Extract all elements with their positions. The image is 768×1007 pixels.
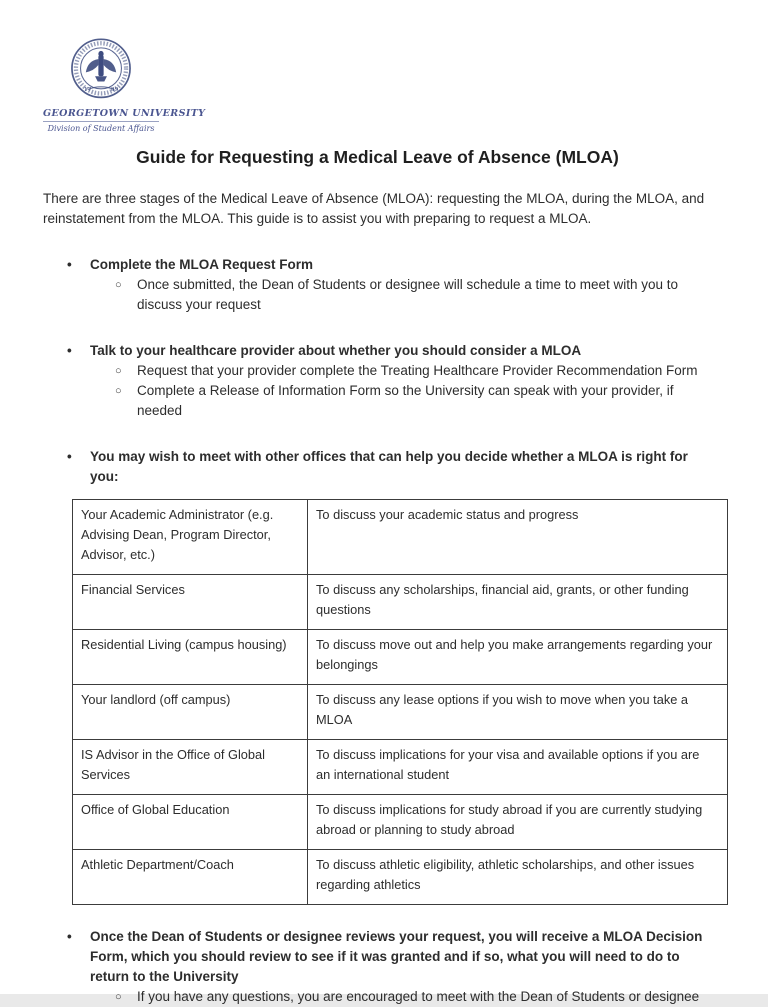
university-wordmark: GEORGETOWN UNIVERSITY [43,108,206,119]
intro-paragraph: There are three stages of the Medical Leave of Absence (MLOA): requesting the MLOA, during the MLOA, and reinstatement from the MLOA. This guide is to assist you with preparing to request a MLOA. [43,191,705,226]
table-row [73,500,728,575]
bullet-icon: • [67,929,72,944]
circle-bullet-icon: ○ [115,385,122,397]
table-row [73,850,728,905]
bullet-heading: Complete the MLOA Request Form [90,257,314,272]
bullet-complete-request-form [43,255,712,315]
office-cell: Your landlord (off campus) [73,685,308,740]
office-cell: Office of Global Education [73,795,308,850]
purpose-cell: To discuss any scholarships, financial aid, grants, or other funding questions [308,575,728,630]
sub-bullet [90,361,712,381]
purpose-cell: To discuss your academic status and progress [308,500,728,575]
table-row [73,630,728,685]
sub-bullet [90,987,712,1007]
bullet-talk-to-provider [43,341,712,421]
table-row [73,575,728,630]
office-cell: Your Academic Administrator (e.g. Advising Dean, Program Director, Advisor, etc.) [73,500,308,575]
offices-table [72,499,728,905]
office-cell: Residential Living (campus housing) [73,630,308,685]
bullet-decision-form [43,927,712,1007]
sub-bullet [90,381,712,421]
office-cell: IS Advisor in the Office of Global Services [73,740,308,795]
office-cell: Athletic Department/Coach [73,850,308,905]
circle-bullet-icon: ○ [115,991,122,1003]
table-row [73,795,728,850]
bullet-icon: • [67,343,72,358]
sub-bullet [90,275,712,315]
office-cell: Financial Services [73,575,308,630]
sub-bullet-text: Complete a Release of Information Form so the University can speak with your provider, if needed [137,383,674,418]
division-wordmark: Division of Student Affairs [43,121,159,133]
bullet-heading: You may wish to meet with other offices that can help you decide whether a MLOA is right for you: [90,449,688,484]
table-row [73,740,728,795]
bullet-heading: Talk to your healthcare provider about whether you should consider a MLOA [90,343,582,358]
purpose-cell: To discuss any lease options if you wish to move when you take a MLOA [308,685,728,740]
circle-bullet-icon: ○ [115,365,122,377]
purpose-cell: To discuss move out and help you make arrangements regarding your belongings [308,630,728,685]
bullet-meet-other-offices [43,447,712,487]
purpose-cell: To discuss implications for your visa and available options if you are an international student [308,740,728,795]
seal-year-right: 89 [110,85,119,93]
seal-year-left: 17 [83,85,92,93]
sub-bullet-text: If you have any questions, you are encouraged to meet with the Dean of Students or designee [137,989,700,1004]
bullet-icon: • [67,257,72,272]
circle-bullet-icon: ○ [115,279,122,291]
table-row [73,685,728,740]
sub-bullet-text: Request that your provider complete the Treating Healthcare Provider Recommendation Form [137,363,698,378]
bullet-icon: • [67,449,72,464]
sub-bullet-text: Once submitted, the Dean of Students or designee will schedule a time to meet with you to discuss your request [137,277,679,312]
purpose-cell: To discuss implications for study abroad if you are currently studying abroad or planning to study abroad [308,795,728,850]
purpose-cell: To discuss athletic eligibility, athletic scholarships, and other issues regarding athletics [308,850,728,905]
bullet-heading: Once the Dean of Students or designee reviews your request, you will receive a MLOA Decision Form, which you should review to see if it was granted and if so, what you will need to do to return to the University [90,929,703,984]
georgetown-logo [43,38,206,133]
georgetown-seal-icon [68,38,134,104]
page-title: Guide for Requesting a Medical Leave of Absence (MLOA) [136,147,619,167]
